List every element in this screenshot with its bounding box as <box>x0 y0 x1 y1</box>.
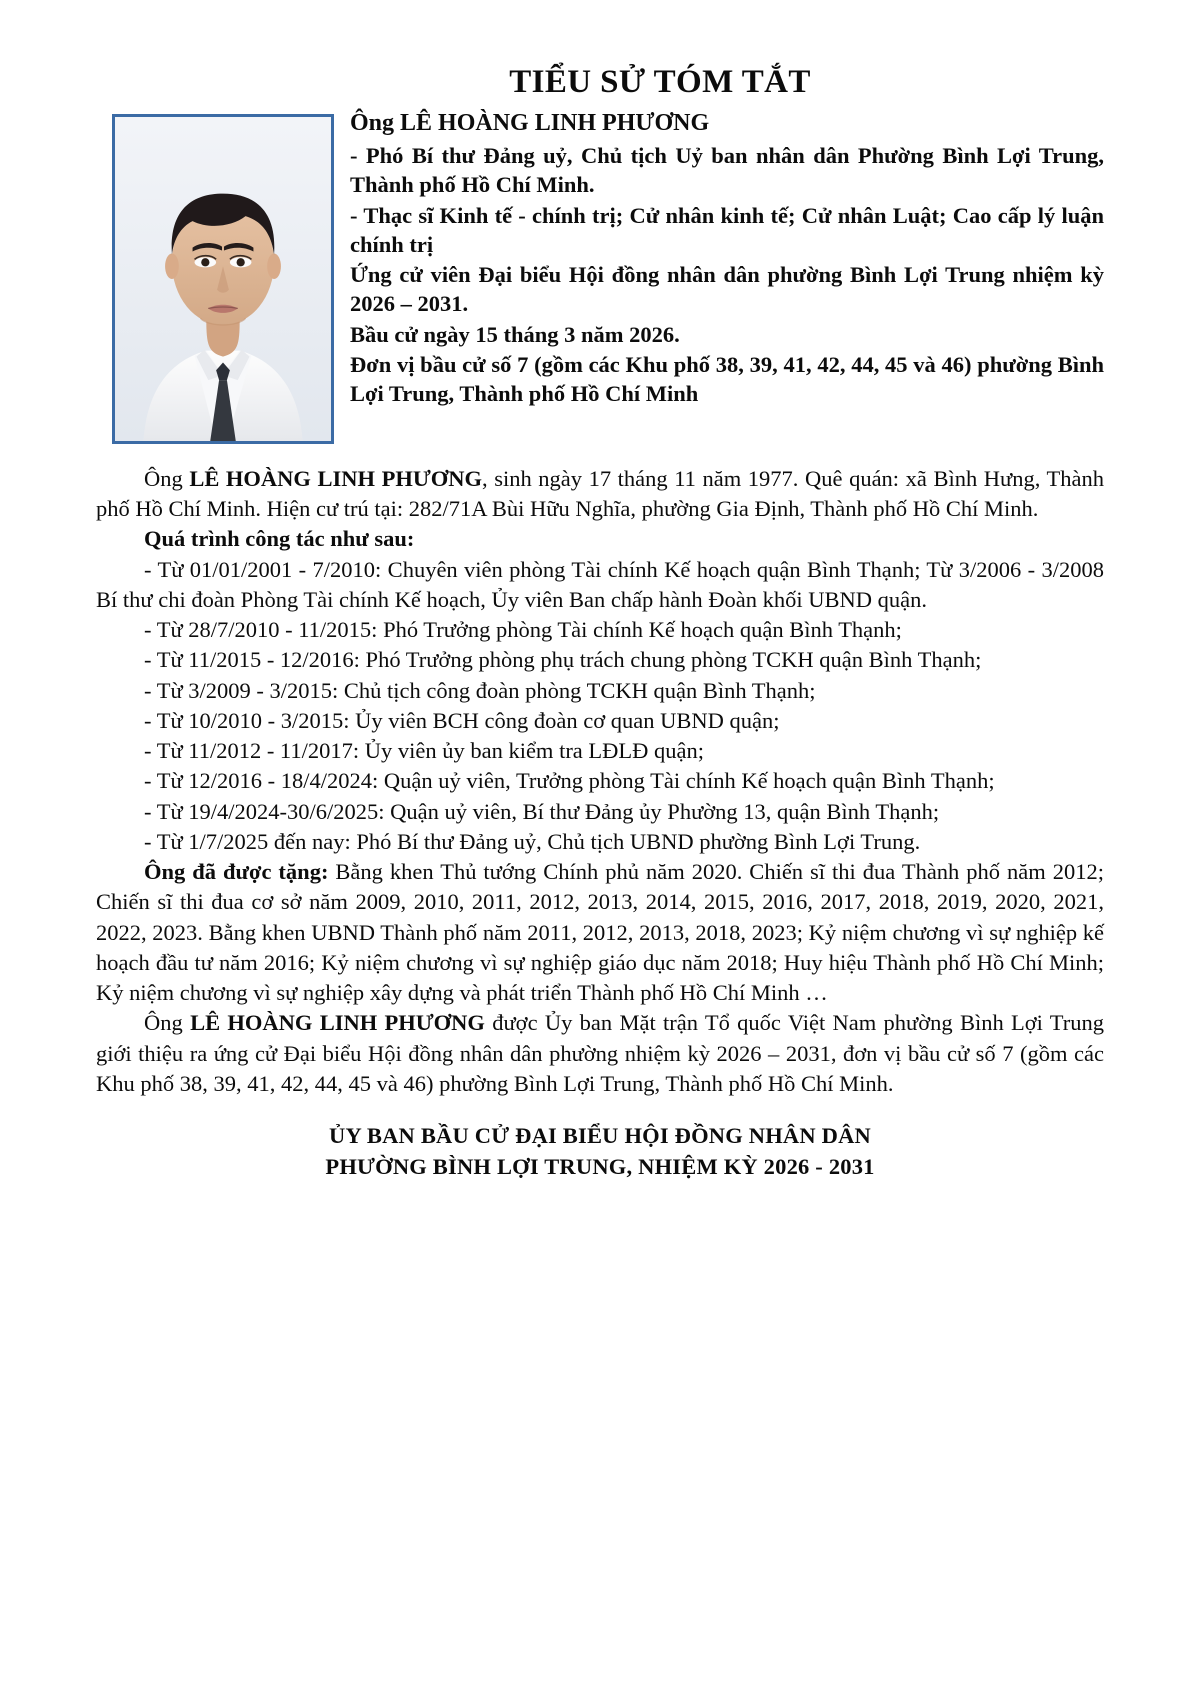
career-item: - Từ 10/2010 - 3/2015: Ủy viên BCH công đoàn cơ quan UBND quận; <box>144 707 780 733</box>
page-title: TIỂU SỬ TÓM TẮT <box>509 64 811 100</box>
career-item: - Từ 3/2009 - 3/2015: Chủ tịch công đoàn phòng TCKH quận Bình Thạnh; <box>144 677 816 703</box>
issuing-authority <box>96 1121 1104 1182</box>
career-item: - Từ 11/2015 - 12/2016: Phó Trưởng phòng phụ trách chung phòng TCKH quận Bình Thạnh; <box>144 647 982 673</box>
authority-line-2: PHƯỜNG BÌNH LỢI TRUNG, NHIỆM KỲ 2026 - 2031 <box>325 1153 875 1179</box>
intro-prefix: Ông <box>144 465 190 491</box>
career-item: - Từ 19/4/2024-30/6/2025: Quận uỷ viên, Bí thư Đảng ủy Phường 13, quận Bình Thạnh; <box>144 798 940 824</box>
portrait-illustration <box>115 117 331 441</box>
authority-line-1: ỦY BAN BẦU CỬ ĐẠI BIỂU HỘI ĐỒNG NHÂN DÂN <box>329 1123 871 1149</box>
candidate-candidacy: Ứng cử viên Đại biểu Hội đồng nhân dân phường Bình Lợi Trung nhiệm kỳ 2026 – 2031. <box>350 262 1104 317</box>
awards-paragraph <box>96 857 1104 1008</box>
election-date: Bầu cử ngày 15 tháng 3 năm 2026. <box>350 321 680 347</box>
career-item: - Từ 11/2012 - 11/2017: Ủy viên ủy ban kiểm tra LĐLĐ quận; <box>144 738 705 764</box>
awards-heading: Ông đã được tặng: <box>144 859 329 885</box>
career-item: - Từ 01/01/2001 - 7/2010: Chuyên viên phòng Tài chính Kế hoạch quận Bình Thạnh; Từ 3/2006 - 3/2008 Bí thư chi đoàn Phòng Tài chính Kế hoạch, Ủy viên Ban chấp hành Đoàn khối UBND quận. <box>96 556 1104 612</box>
biography-body <box>96 464 1104 1099</box>
candidate-position: - Phó Bí thư Đảng uỷ, Chủ tịch Uỷ ban nhân dân Phường Bình Lợi Trung, Thành phố Hồ Chí Minh. <box>350 143 1104 198</box>
career-item: - Từ 28/7/2010 - 11/2015: Phó Trưởng phòng Tài chính Kế hoạch quận Bình Thạnh; <box>144 617 902 643</box>
career-item: - Từ 12/2016 - 18/4/2024: Quận uỷ viên, Trưởng phòng Tài chính Kế hoạch quận Bình Thạnh; <box>144 768 995 794</box>
constituency: Đơn vị bầu cử số 7 (gồm các Khu phố 38, 39, 41, 42, 44, 45 và 46) phường Bình Lợi Trung, Thành phố Hồ Chí Minh <box>350 351 1104 407</box>
nomination-prefix: Ông <box>144 1010 191 1036</box>
candidate-photo <box>112 114 334 444</box>
nomination-suffix: được Ủy ban Mặt trận Tổ quốc Việt Nam phường Bình Lợi Trung giới thiệu ra ứng cử Đại biểu Hội đồng nhân dân phường nhiệm kỳ 2026 – 2031, đơn vị bầu cử số 7 (gồm các Khu phố 38, 39, 41, 42, 44, 45 và 46) phường Bình Lợi Trung, Thành phố Hồ Chí Minh. <box>96 1010 1105 1096</box>
candidate-name: Ông LÊ HOÀNG LINH PHƯƠNG <box>350 109 710 136</box>
nomination-name: LÊ HOÀNG LINH PHƯƠNG <box>190 1010 485 1036</box>
nomination-paragraph <box>96 1008 1104 1099</box>
career-heading: Quá trình công tác như sau: <box>144 526 415 552</box>
intro-name: LÊ HOÀNG LINH PHƯƠNG <box>189 465 482 491</box>
candidate-identity <box>350 108 1104 408</box>
awards-text: Bằng khen Thủ tướng Chính phủ năm 2020. Chiến sĩ thi đua Thành phố năm 2012; Chiến sĩ thi đua cơ sở năm 2009, 2010, 2011, 2012, 2013, 2014, 2015, 2016, 2017, 2018, 2019, 2020, 2021, 2022, 2023. Bằng khen UBND Thành phố năm 2011, 2012, 2013, 2018, 2023; Kỷ niệm chương vì sự nghiệp kế hoạch đầu tư năm 2016; Kỷ niệm chương vì sự nghiệp giáo dục năm 2018; Huy hiệu Thành phố Hồ Chí Minh; Kỷ niệm chương vì sự nghiệp xây dựng và phát triển Thành phố Hồ Chí Minh … <box>96 859 1104 1006</box>
candidate-education: - Thạc sĩ Kinh tế - chính trị; Cử nhân kinh tế; Cử nhân Luật; Cao cấp lý luận chính trị <box>350 202 1104 257</box>
intro-paragraph <box>96 464 1104 525</box>
career-item: - Từ 1/7/2025 đến nay: Phó Bí thư Đảng uỷ, Chủ tịch UBND phường Bình Lợi Trung. <box>144 828 921 854</box>
header-zone <box>96 108 1104 450</box>
intro-suffix: , sinh ngày 17 tháng 11 năm 1977. Quê quán: xã Bình Hưng, Thành phố Hồ Chí Minh. Hiện cư trú tại: 282/71A Bùi Hữu Nghĩa, phường Gia Định, Thành phố Hồ Chí Minh. <box>96 465 1104 522</box>
